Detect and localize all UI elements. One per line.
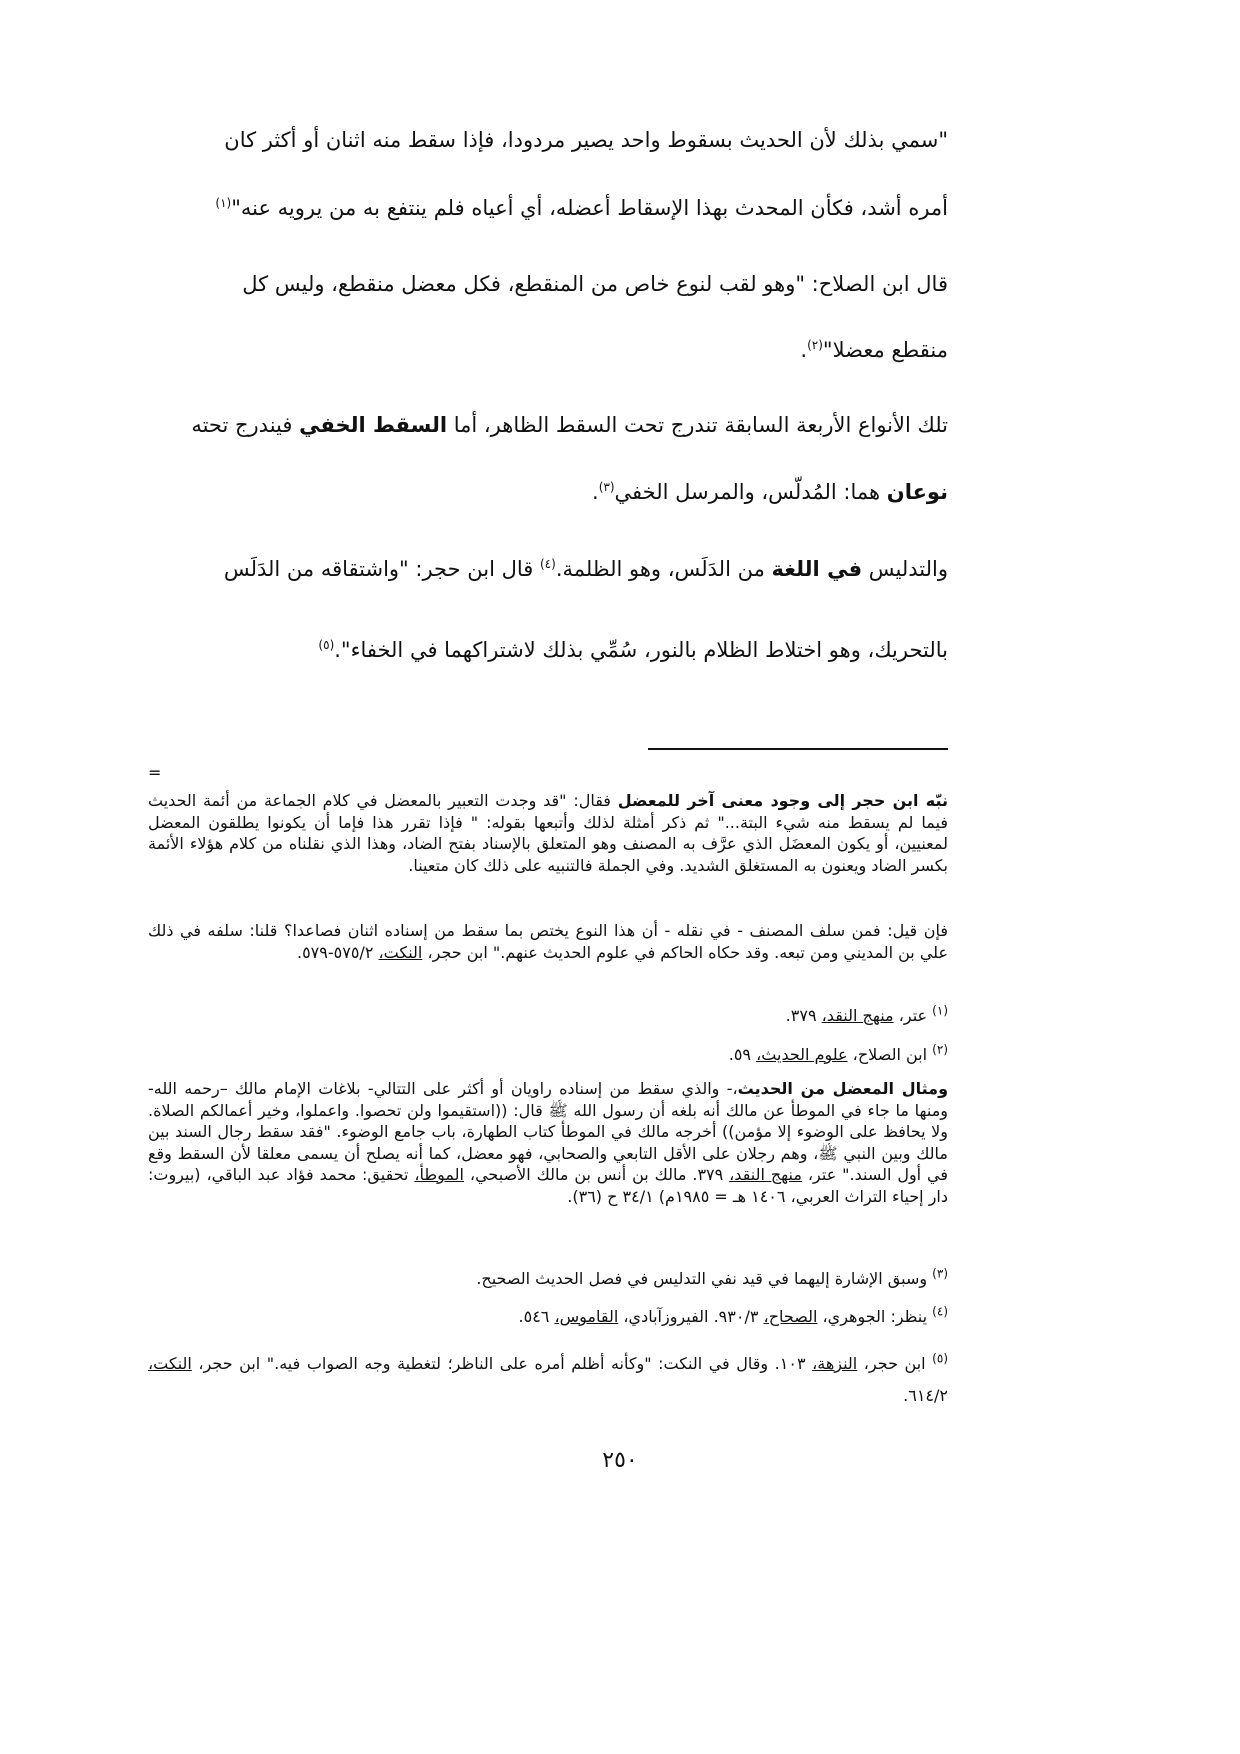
text: ٩٣٠/٣. الفيروزآبادي، [618,1307,764,1326]
body-line [148,196,948,220]
text: والتدليس [862,557,948,581]
text: ابن حجر، [857,1354,933,1373]
text: فيندرج تحته [191,413,300,437]
footnote-ref: (٤) [539,557,556,571]
text: بالتحريك، وهو اختلاط الظلام بالنور، سُمِّي بذلك لاشتراكهما في الخفاء". [334,638,948,662]
text: = [148,763,162,782]
footnote-separator [648,748,948,750]
footnote-continuation [148,790,948,876]
body-line [148,557,948,581]
text: ٥٩. [728,1045,757,1064]
footnote-mark: (١) [932,1003,948,1018]
text: منقطع معضلا" [822,338,948,362]
body-line [148,128,948,152]
text: "سمي بذلك لأن الحديث بسقوط واحد يصير مردودا، فإذا سقط منه اثنان أو أكثر كان [224,128,948,152]
footnote-continuation-mark [148,762,948,784]
text: ٣٧٩. مالك بن أنس بن مالك الأصبحي، [464,1165,730,1184]
footnote-mark: (٢) [932,1042,948,1057]
text: ،- والذي سقط من إسناده راويان أو أكثر على التتالي- بلاغات الإمام مالك –رحمه الله- ومنها ما جاء في الموطأ عن مالك أنه بلغه أن رسول الله ﷺ قال: ((استقيموا ولن تحصوا. واعملوا، وخير أعمالكم الصلاة. ولا يحافظ على الوضوء إلا مؤمن)) أخرجه مالك في الموطأ كتاب الطهارة، باب جامع الوضوء. "فقد سقط رجال السند بين مالك وبين النبي ﷺ، وهم رجلان على الأقل التابعي والصحابي، فهو معضل، كما أنه يصلح أن يسمى معلقا لأن السقط وقع في أول السند." عتر، [148,1079,949,1184]
text: ينظر: الجوهري، [817,1307,933,1326]
source-title: الصحاح، [763,1307,818,1326]
text: هما: المُدلّس، والمرسل الخفي [614,480,887,504]
text: ٣٧٩. [785,1006,822,1025]
text: عتر، [893,1006,933,1025]
footnote-5 [148,1348,948,1412]
source-title: القاموس، [554,1307,619,1326]
footnote-mark: (٣) [932,1266,948,1281]
text: ابن الصلاح، [847,1045,933,1064]
source-title: النكت، [378,942,423,962]
bold-term: نوعان [886,480,948,504]
footnote-mark: (٥) [932,1351,948,1366]
footnote-3 [148,1268,948,1290]
source-title: علوم الحديث، [756,1045,848,1064]
body-line [148,638,948,662]
source-title: منهج النقد، [729,1165,802,1184]
page-number: ٢٥٠ [602,1448,638,1473]
bold-term: في اللغة [771,557,863,581]
body-line [148,413,948,437]
text: وسبق الإشارة إليهما في قيد نفي التدليس في فصل الحديث الصحيح. [476,1269,933,1288]
source-title: منهج النقد، [821,1006,894,1025]
footnote-2 [148,1044,948,1066]
text: قال ابن حجر: "واشتقاقه من الدَلَس [223,557,540,581]
text: ١٠٣. وقال في النكت: "وكأنه أظلم أمره على الناظر؛ لتغطية وجه الصواب فيه." ابن حجر، [191,1354,813,1373]
footnote-ref: (١) [215,196,232,210]
footnote-4 [148,1306,948,1328]
bold-term: السقط الخفي [299,413,448,437]
source-title: النزهة، [812,1354,858,1373]
text: أمره أشد، فكأن المحدث بهذا الإسقاط أعضله، أي أعياه فلم ينتفع به من يرويه عنه" [231,196,948,220]
body-line [148,272,948,296]
text: قال ابن الصلاح: "وهو لقب لنوع خاص من المنقطع، فكل معضل منقطع، وليس كل [242,272,948,296]
text: . [800,338,808,362]
text: فإن قيل: فمن سلف المصنف - في نقله - أن هذا النوع يختص بما سقط من إسناده اثنان فصاعدا؟ قلنا: سلفه في ذلك علي بن المديني ومن تبعه. وقد حكاه الحاكم في علوم الحديث عنهم." ابن حجر، [148,921,948,962]
text: تلك الأنواع الأربعة السابقة تندرج تحت السقط الظاهر، أما [447,413,948,437]
text: فقال: "قد وجدت التعبير بالمعضل في كلام الجماعة من أئمة الحديث فيما لم يسقط منه شيء البتة..." ثم ذكر أمثلة لذلك وأتبعها بقوله: " فإذا تقرر هذا فإما أن يكونوا يطلقون المعضل لمعنيين، أو يكون المعضَل الذي عرَّف به المصنف وهو المتعلق بالإسناد بفتح الضاد، وهذا الذي نقلناه من كلام هؤلاء الأئمة بكسر الضاد ويعنون به المستغلق الشديد. وفي الجملة فالتنبيه على ذلك كان متعينا. [148,791,948,875]
text: تحقيق: محمد فؤاد عبد الباقي، (بيروت: دار إحياء التراث العربي، ١٤٠٦ هـ = ١٩٨٥م) ٣٤/١ ح (٣٦). [148,1165,948,1206]
bold-term: نبّه ابن حجر إلى وجود معنى آخر للمعضل [617,791,948,810]
footnote-1 [148,1005,948,1027]
text: ٥٧٥/٢-٥٧٩. [296,942,379,962]
text: ٥٤٦. [518,1307,555,1326]
body-line [148,338,948,362]
footnote-example [148,1078,948,1207]
source-title: الموطأ، [414,1165,464,1184]
text: من الدَلَس، وهو الظلمة. [555,557,772,581]
text: ٦١٤/٢. [903,1386,948,1405]
footnote-ref: (٢) [807,338,823,352]
body-line [148,480,948,504]
bold-term: ومثال المعضل من الحديث [737,1079,949,1098]
footnote-ref: (٥) [318,638,335,652]
footnote-continuation [148,920,948,963]
text: . [592,480,599,504]
footnote-mark: (٤) [932,1304,948,1319]
source-title: النكت، [148,1354,192,1373]
footnote-ref: (٣) [598,480,615,494]
